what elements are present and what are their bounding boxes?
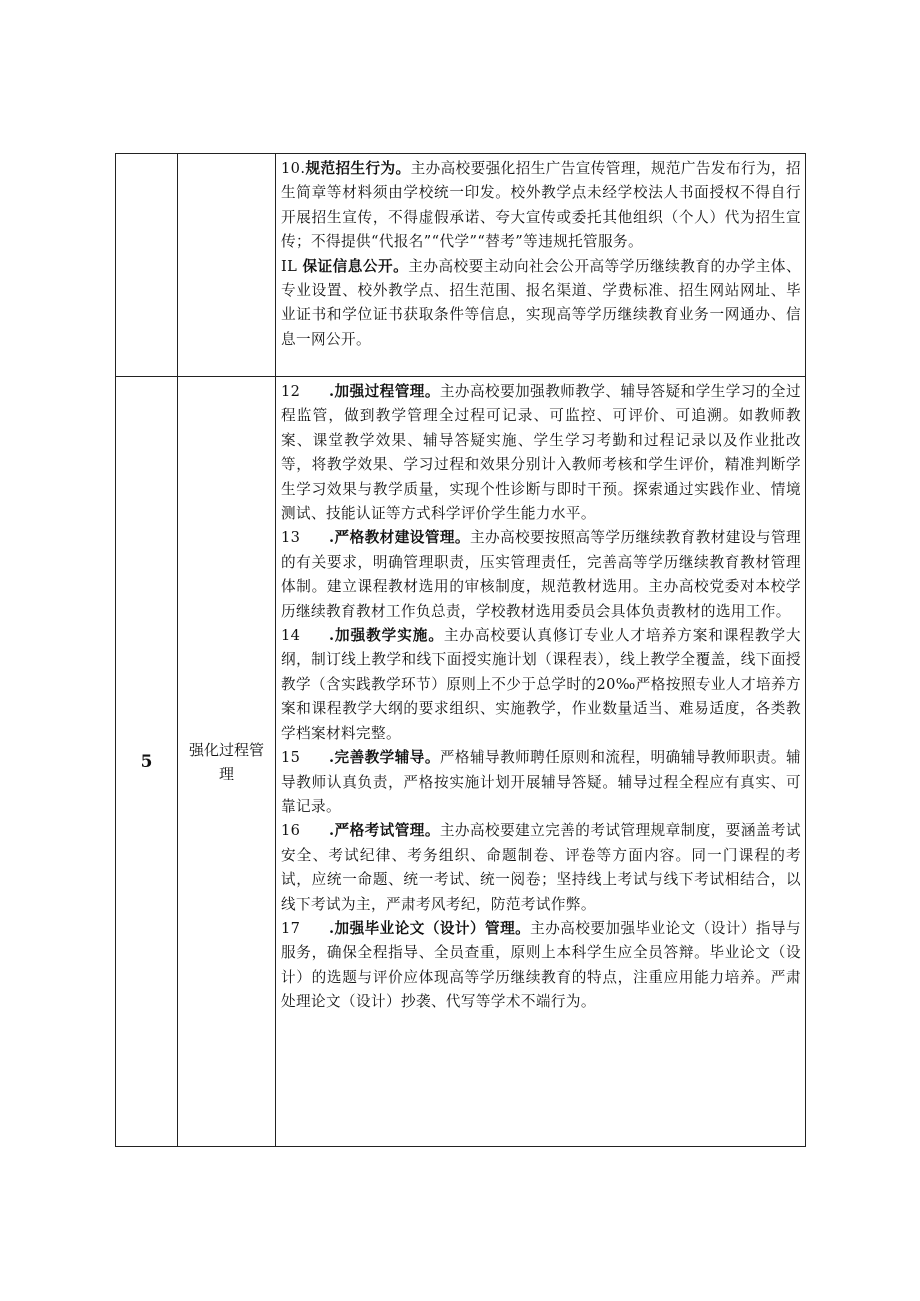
policy-table <box>115 153 806 1147</box>
item-title: 规范招生行为。 <box>305 160 411 177</box>
list-item <box>281 746 801 819</box>
item-number: 14 <box>281 627 301 645</box>
list-item <box>281 380 801 526</box>
list-item <box>281 255 801 353</box>
item-text: 主办高校要加强教师教学、辅导答疑和学生学习的全过程监管，做到教学管理全过程可记录、可监控、可评价、可追溯。如教师教案、课堂教学效果、辅导答疑实施、学生学习考勤和过程记录以及作业批改等，将教学效果、学习过程和效果分别计入教师考核和学生评价，精准判断学生学习效果与教学质量，实现个性诊断与即时干预。探索通过实践作业、情境测试、技能认证等方式科学评价学生能力水平。 <box>281 383 801 523</box>
item-number: 17 <box>281 919 301 937</box>
item-number: 16 <box>281 822 301 840</box>
item-title: .严格考试管理。 <box>329 822 440 840</box>
row-number-cell <box>116 154 178 377</box>
item-text: 主办高校要强化招生广告宣传管理，规范广告发布行为，招生简章等材料须由学校统一印发。校外教学点未经学校法人书面授权不得自行开展招生宣传，不得虚假承诺、夸大宣传或委托其他组织（个人）代为招生宣传；不得提供“代报名”“代学”“替考”等违规托管服务。 <box>281 160 801 251</box>
row-content-cell <box>276 377 806 1147</box>
item-text: 主办高校要主动向社会公开高等学历继续教育的办学主体、专业设置、校外教学点、招生范围、报名渠道、学费标准、招生网站网址、毕业证书和学位证书获取条件等信息，实现高等学历继续教育业务一网通办、信息一网公开。 <box>281 257 801 348</box>
item-number: 12 <box>281 383 301 400</box>
row-content-cell <box>276 154 806 377</box>
item-number: 10. <box>281 160 306 177</box>
item-text: 主办高校要加强毕业论文（设计）指导与服务，确保全程指导、全员查重，原则上本科学生应全员答辩。毕业论文（设计）的选题与评价应体现高等学历继续教育的特点，注重应用能力培养。严肃处理论文（设计）抄袭、代写等学术不端行为。 <box>281 919 801 1011</box>
item-title: .加强过程管理。 <box>329 383 440 400</box>
item-title: .加强毕业论文（设计）管理。 <box>329 919 531 937</box>
item-number: IL <box>281 257 298 275</box>
row-number-cell: 5 <box>116 377 178 1147</box>
item-title: 保证信息公开。 <box>302 257 409 275</box>
item-text: 严格辅导教师聘任原则和流程，明确辅导教师职责。辅导教师认真负责，严格按实施计划开展辅导答疑。辅导过程全程应有真实、可靠记录。 <box>281 749 801 815</box>
row-category-cell: 强化过程管理 <box>178 377 276 1147</box>
item-title: .加强教学实施。 <box>329 627 444 645</box>
item-number: 13 <box>281 529 301 547</box>
list-item <box>281 819 801 917</box>
item-text: 主办高校要按照高等学历继续教育教材建设与管理的有关要求，明确管理职责，压实管理责任，完善高等学历继续教育教材管理体制。建立课程教材选用的审核制度，规范教材选用。主办高校党委对本校学历继续教育教材工作负总责，学校教材选用委员会具体负责教材的选用工作。 <box>281 529 801 620</box>
list-item <box>281 526 801 624</box>
item-number: 15 <box>281 749 301 767</box>
list-item <box>281 917 801 1015</box>
item-text: 主办高校要建立完善的考试管理规章制度，要涵盖考试安全、考试纪律、考务组织、命题制卷、评卷等方面内容。同一门课程的考试，应统一命题、统一考试、统一阅卷；坚持线上考试与线下考试相结合，以线下考试为主，严肃考风考纪，防范考试作弊。 <box>281 822 801 913</box>
item-title: .严格教材建设管理。 <box>329 529 470 547</box>
item-title: .完善教学辅导。 <box>329 749 440 767</box>
table-row <box>116 377 806 1147</box>
list-item <box>281 624 801 746</box>
table-row <box>116 154 806 377</box>
item-text: 主办高校要认真修订专业人才培养方案和课程教学大纲，制订线上教学和线下面授实施计划（课程表），线上教学全覆盖，线下面授教学（含实践教学环节）原则上不少于总学时的20‰严格按照专业人才培养方案和课程教学大纲的要求组织、实施教学，作业数量适当、难易适度，各类教学档案材料完整。 <box>281 627 801 742</box>
list-item <box>281 157 801 255</box>
row-category-cell <box>178 154 276 377</box>
